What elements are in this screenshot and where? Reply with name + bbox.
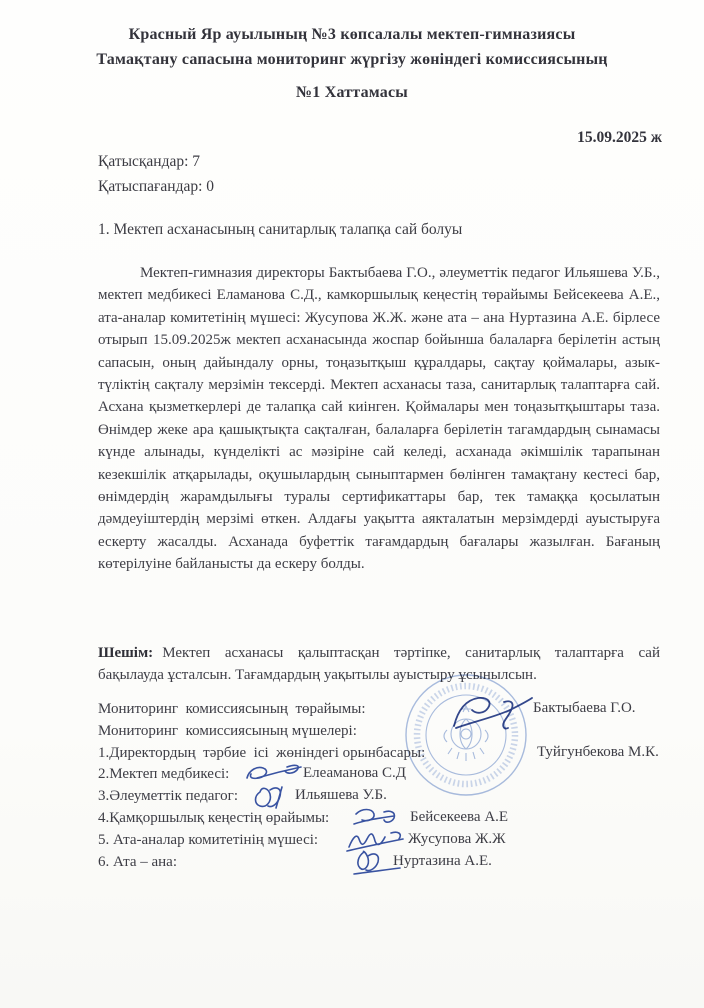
signature-row-members-header xyxy=(98,722,680,744)
signature-name: Нуртазина А.Е. xyxy=(393,852,492,869)
signature-label: 6. Ата – ана: xyxy=(98,853,177,870)
signature-label: Мониторинг комиссиясының төрайымы: xyxy=(98,701,366,717)
signature-name: Жусупова Ж.Ж xyxy=(408,830,506,847)
handwritten-signature-ilyasheva xyxy=(250,784,300,810)
document-title-line2: Тамақтану сапасына мониторинг жүргізу жөніндегі комиссиясының xyxy=(96,51,608,68)
signature-name: Ильяшева У.Б. xyxy=(295,787,387,804)
agenda-item: 1. Мектеп асханасының санитарлық талапқа сай болуы xyxy=(98,221,463,238)
signature-label: 4.Қамқоршылық кеңестің өрайымы: xyxy=(98,809,330,826)
signature-name: Бактыбаева Г.О. xyxy=(533,700,636,716)
handwritten-signature-baktybaeva xyxy=(448,692,538,734)
signature-label: Мониторинг комиссиясының мүшелері: xyxy=(98,722,357,739)
attended-count: Қатысқандар: 7 xyxy=(98,153,201,170)
document-title-line3: №1 Хаттамасы xyxy=(296,84,408,101)
decision-label: Шешім: xyxy=(98,645,154,661)
document-title-line1: Красный Яр ауылының №3 көпсалалы мектеп-гимназиясы xyxy=(128,26,576,43)
signature-name: Елеаманова С.Д xyxy=(303,765,407,782)
decision-paragraph xyxy=(98,642,660,687)
signature-label: 2.Мектеп медбикесі: xyxy=(98,766,230,783)
decision-text: Мектеп асханасы қалыптасқан тәртіпке, санитарлық талаптарға сай бақылауда ұсталсын. Тағамдардың уақытылы ауыстыру ұсынылсын. xyxy=(98,645,660,684)
signature-label: 1.Директордың тәрбие ісі жөніндегі орынбасары: xyxy=(98,744,426,761)
body-paragraph: Мектеп-гимназия директоры Бактыбаева Г.О., әлеуметтік педагог Ильяшева У.Б., мектеп медбикесі Еламанова С.Д., камкоршылық кеңестің төрайымы Бейсекеева А.Е., ата-аналар комитетінің мүшесі: Жусупова Ж.Ж. және ата – ана Нуртазина А.Е. бірлесе отырып 15.09.2025ж мектеп асханасында жоспар бойынша балаларға берілетін астың сапасын, оның дайындалу орны, тоңазытқыш құралдары, сақтау қоймалары, азык-түліктің сақталу мерзімін тексерді. Мектеп асханасы таза, санитарлық талаптарға сай. Асхана қызметкерлері де талапқа сай киінген. Қоймалары мен тоңазытқыштары таза. Өнімдер жеке ара қашықтықта сақталған, балаларға берілетін тагамдардың сынамасы күнде алынады, күнделікті ас мәзіріне сай келеді, асханада әкімшілік тарапынан кезекшілік атқарылады, оқушылардың сыныптармен бөлінген тамақтану кестесі бар, өнімдердің жарамдылығы туралы сертификаттары бар, тек тамаққа қосылатын дәмдеуіштердің мерзімі өткен. Алдағы уақытта аякталатын мерзімдерді ауыстыруға ескерту жасалды. Асханада буфеттік тағамдардың бағалары жазылған. Бағаның көтерілуіне байланысты да ескеру болды. xyxy=(98,265,660,573)
document-date: 15.09.2025 ж xyxy=(577,129,662,146)
signature-label: 3.Әлеуметтік педагог: xyxy=(98,788,238,805)
signature-name: Туйгунбекова М.К. xyxy=(537,743,659,760)
handwritten-signature-eleamanova xyxy=(243,762,307,786)
signature-row-chair xyxy=(98,700,680,722)
signature-name: Бейсекеева А.Е xyxy=(410,808,509,825)
absent-count: Қатыспағандар: 0 xyxy=(98,178,215,195)
signature-row-nurse xyxy=(98,765,680,787)
handwritten-signature-nurtazina xyxy=(350,848,402,878)
signature-label: 5. Ата-аналар комитетінің мүшесі: xyxy=(98,831,319,848)
signature-row-deputy-director xyxy=(98,744,680,766)
